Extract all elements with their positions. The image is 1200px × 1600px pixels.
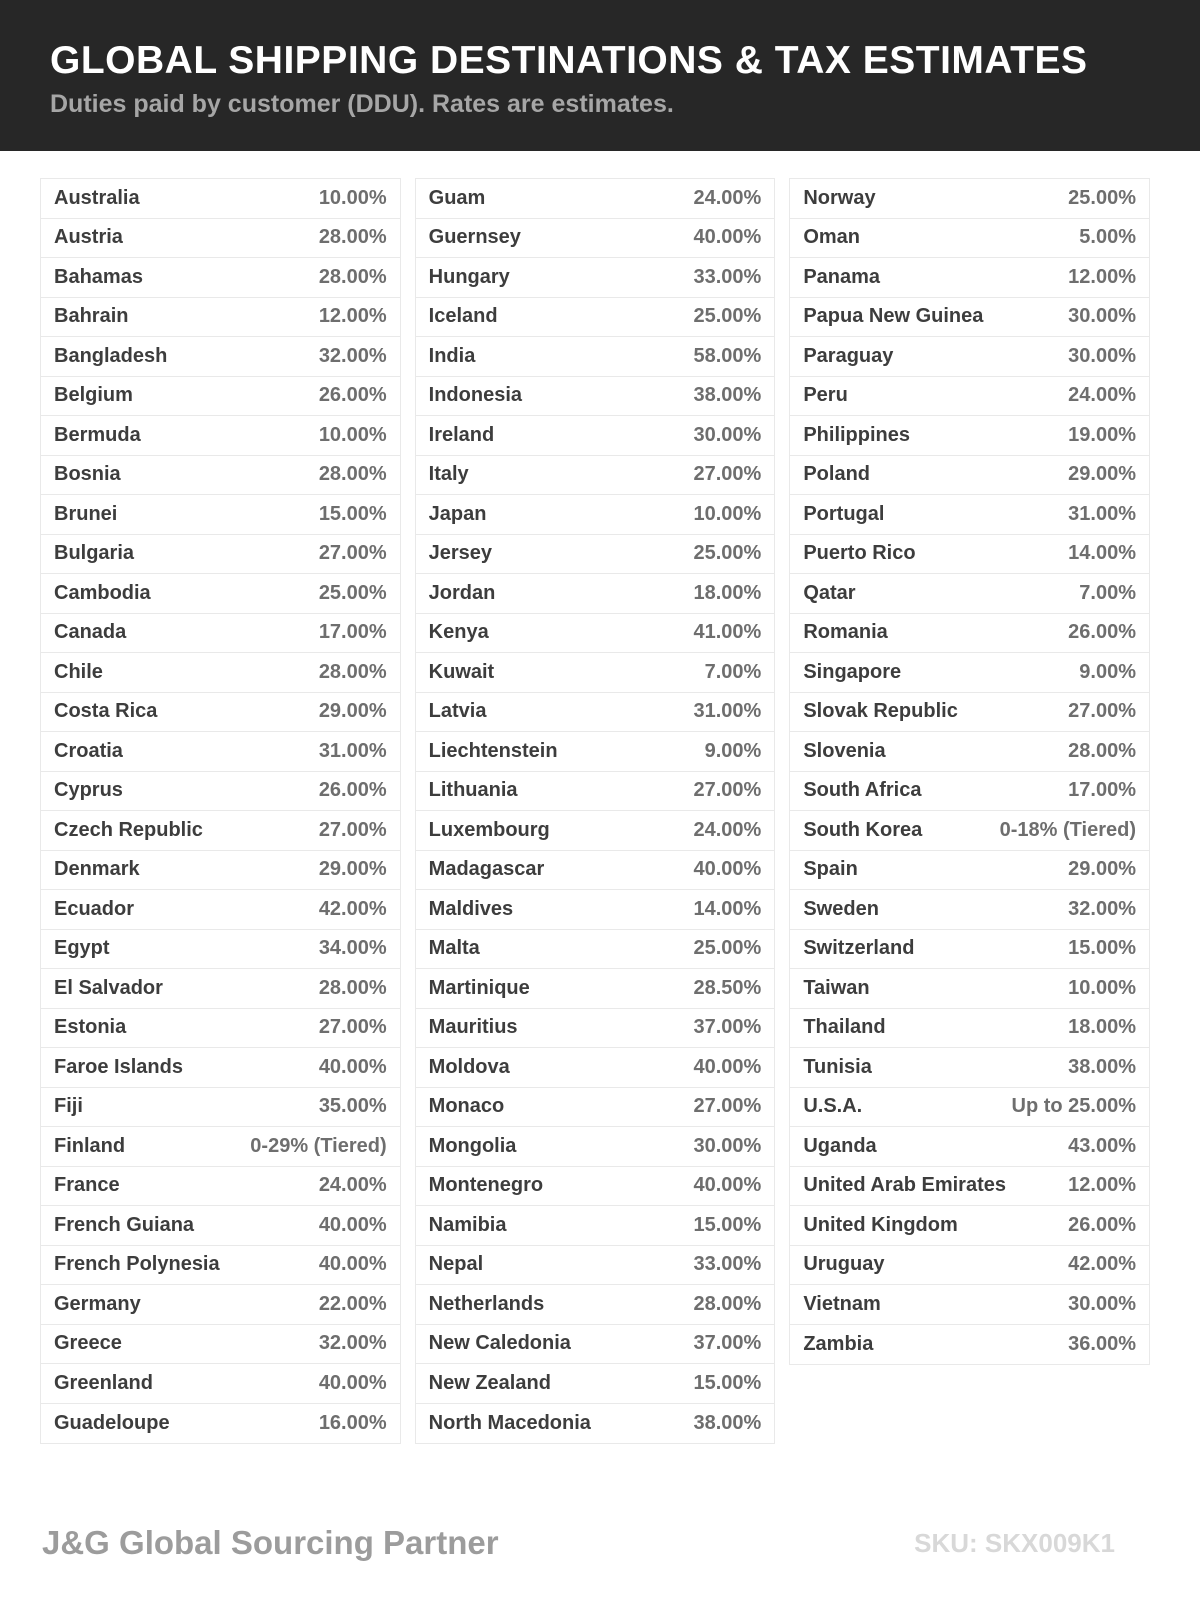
table-row [790, 890, 1149, 930]
table-row [416, 337, 775, 377]
country-label: Monaco [428, 1095, 505, 1118]
rate-value: 24.00% [693, 186, 762, 209]
tax-rate-table [40, 178, 1150, 1444]
table-row [41, 811, 400, 851]
table-row [41, 1048, 400, 1088]
country-label: Madagascar [428, 858, 545, 881]
country-label: Paraguay [803, 344, 894, 367]
table-row [790, 969, 1149, 1009]
country-label: Maldives [428, 897, 514, 920]
country-label: Finland [54, 1134, 126, 1157]
rate-value: 15.00% [318, 502, 387, 525]
rate-value: 25.00% [1068, 186, 1136, 209]
table-row [416, 179, 775, 219]
rate-value: 29.00% [318, 858, 387, 881]
table-row [790, 219, 1149, 259]
rate-value: 17.00% [1068, 779, 1136, 802]
table-row [416, 1404, 775, 1444]
table-row [41, 930, 400, 970]
rate-value: 28.00% [318, 976, 387, 999]
table-row [416, 653, 775, 693]
table-column-3 [789, 178, 1150, 1365]
country-label: Nepal [428, 1253, 484, 1276]
rate-value: 37.00% [693, 1332, 762, 1355]
table-row [41, 1364, 400, 1404]
country-label: Greenland [54, 1371, 153, 1394]
country-label: Norway [803, 186, 876, 209]
table-row [41, 298, 400, 338]
country-label: Montenegro [428, 1174, 544, 1197]
country-label: Slovak Republic [803, 700, 958, 723]
rate-value: 27.00% [693, 779, 762, 802]
country-label: Panama [803, 265, 881, 288]
rate-value: 12.00% [318, 305, 387, 328]
rate-value: 31.00% [318, 739, 387, 762]
country-label: Ireland [428, 423, 495, 446]
country-label: South Korea [803, 818, 923, 841]
table-row [41, 732, 400, 772]
brand-label: J&G Global Sourcing Partner [42, 1524, 499, 1561]
table-row [41, 1404, 400, 1444]
country-label: Portugal [803, 502, 885, 525]
rate-value: 38.00% [1068, 1055, 1136, 1078]
table-row [41, 456, 400, 496]
country-label: Denmark [54, 858, 140, 881]
rate-value: 10.00% [318, 186, 387, 209]
table-row [790, 772, 1149, 812]
rate-value: 27.00% [318, 818, 387, 841]
country-label: Latvia [428, 700, 487, 723]
country-label: Zambia [803, 1332, 874, 1355]
rate-value: 7.00% [704, 660, 762, 683]
rate-value: 10.00% [318, 423, 387, 446]
rate-value: 38.00% [693, 384, 762, 407]
rate-value: 28.00% [318, 463, 387, 486]
rate-value: 18.00% [693, 581, 762, 604]
table-row [416, 298, 775, 338]
rate-value: 26.00% [1068, 1213, 1136, 1236]
country-label: Ecuador [54, 897, 135, 920]
country-label: U.S.A. [803, 1095, 863, 1118]
rate-value: 36.00% [1068, 1332, 1136, 1355]
rate-value: 24.00% [1068, 384, 1136, 407]
rate-value: 27.00% [1068, 700, 1136, 723]
country-label: Germany [54, 1292, 141, 1315]
table-row [41, 653, 400, 693]
table-row [416, 377, 775, 417]
country-label: Uruguay [803, 1253, 885, 1276]
table-row [41, 1246, 400, 1286]
rate-value: 25.00% [318, 581, 387, 604]
table-row [790, 179, 1149, 219]
rate-value: 41.00% [693, 621, 762, 644]
table-row [416, 1088, 775, 1128]
table-row [416, 1364, 775, 1404]
country-label: Uganda [803, 1134, 877, 1157]
country-label: Belgium [54, 384, 133, 407]
rate-value: 40.00% [318, 1371, 387, 1394]
country-label: Croatia [54, 739, 123, 762]
table-row [790, 456, 1149, 496]
rate-value: 25.00% [693, 305, 762, 328]
table-row [41, 574, 400, 614]
country-label: El Salvador [54, 976, 163, 999]
rate-value: 29.00% [318, 700, 387, 723]
country-label: Oman [803, 226, 861, 249]
table-row [416, 535, 775, 575]
table-column-2 [415, 178, 776, 1444]
table-row [416, 890, 775, 930]
rate-value: 32.00% [1068, 897, 1136, 920]
table-row [416, 811, 775, 851]
rate-value: 27.00% [318, 542, 387, 565]
rate-value: 0-29% (Tiered) [250, 1134, 387, 1157]
table-row [41, 1009, 400, 1049]
rate-value: 40.00% [318, 1055, 387, 1078]
country-label: Bahrain [54, 305, 129, 328]
country-label: Bangladesh [54, 344, 168, 367]
page-title: GLOBAL SHIPPING DESTINATIONS & TAX ESTIMATES [50, 39, 1088, 82]
rate-value: 15.00% [1068, 937, 1136, 960]
country-label: France [54, 1174, 120, 1197]
rate-value: 31.00% [1068, 502, 1136, 525]
rate-value: 10.00% [1068, 976, 1136, 999]
rate-value: 5.00% [1079, 226, 1136, 249]
country-label: Estonia [54, 1016, 127, 1039]
rate-value: 30.00% [1068, 344, 1136, 367]
country-label: Luxembourg [428, 818, 550, 841]
table-row [416, 851, 775, 891]
table-row [41, 377, 400, 417]
rate-value: 33.00% [693, 1253, 762, 1276]
table-row [416, 258, 775, 298]
country-label: Kuwait [428, 660, 495, 683]
rate-value: 38.00% [693, 1411, 762, 1434]
rate-value: 12.00% [1068, 1174, 1136, 1197]
page-subtitle: Duties paid by customer (DDU). Rates are estimates. [50, 89, 674, 118]
country-label: Czech Republic [54, 818, 203, 841]
country-label: Canada [54, 621, 127, 644]
country-label: Egypt [54, 937, 110, 960]
country-label: Costa Rica [54, 700, 158, 723]
table-row [416, 1285, 775, 1325]
country-label: United Kingdom [803, 1213, 958, 1236]
table-row [790, 811, 1149, 851]
rate-value: Up to 25.00% [1011, 1095, 1136, 1118]
country-label: Bulgaria [54, 542, 135, 565]
table-row [416, 732, 775, 772]
country-label: Martinique [428, 976, 530, 999]
country-label: Slovenia [803, 739, 886, 762]
table-row [41, 890, 400, 930]
rate-value: 27.00% [693, 1095, 762, 1118]
table-row [416, 574, 775, 614]
country-label: Peru [803, 384, 848, 407]
country-label: Lithuania [428, 779, 518, 802]
country-label: Hungary [428, 265, 510, 288]
rate-value: 40.00% [693, 1055, 762, 1078]
country-label: Cambodia [54, 581, 151, 604]
country-label: Romania [803, 621, 888, 644]
table-row [416, 1048, 775, 1088]
country-label: Tunisia [803, 1055, 872, 1078]
rate-value: 40.00% [693, 1174, 762, 1197]
country-label: United Arab Emirates [803, 1174, 1006, 1197]
table-row [790, 1009, 1149, 1049]
country-label: Singapore [803, 660, 902, 683]
country-label: New Zealand [428, 1371, 551, 1394]
country-label: Kenya [428, 621, 489, 644]
rate-value: 31.00% [693, 700, 762, 723]
table-row [790, 298, 1149, 338]
country-label: Bermuda [54, 423, 141, 446]
rate-value: 9.00% [1079, 660, 1136, 683]
country-label: Chile [54, 660, 103, 683]
rate-value: 26.00% [318, 779, 387, 802]
table-row [41, 535, 400, 575]
rate-value: 58.00% [693, 344, 762, 367]
rate-value: 43.00% [1068, 1134, 1136, 1157]
rate-value: 10.00% [693, 502, 762, 525]
country-label: Brunei [54, 502, 118, 525]
rate-value: 35.00% [318, 1095, 387, 1118]
rate-value: 18.00% [1068, 1016, 1136, 1039]
rate-value: 19.00% [1068, 423, 1136, 446]
rate-value: 33.00% [693, 265, 762, 288]
table-row [416, 693, 775, 733]
rate-value: 25.00% [693, 937, 762, 960]
country-label: Puerto Rico [803, 542, 916, 565]
country-label: Jordan [428, 581, 496, 604]
table-row [790, 1048, 1149, 1088]
table-row [41, 1167, 400, 1207]
country-label: Malta [428, 937, 480, 960]
country-label: Indonesia [428, 384, 523, 407]
table-row [790, 1285, 1149, 1325]
rate-value: 24.00% [318, 1174, 387, 1197]
country-label: Italy [428, 463, 469, 486]
rate-value: 14.00% [1068, 542, 1136, 565]
table-row [416, 219, 775, 259]
table-row [416, 969, 775, 1009]
table-row [790, 574, 1149, 614]
rate-value: 7.00% [1079, 581, 1136, 604]
table-row [790, 416, 1149, 456]
country-label: French Polynesia [54, 1253, 220, 1276]
table-row [790, 535, 1149, 575]
rate-value: 22.00% [318, 1292, 387, 1315]
rate-value: 9.00% [704, 739, 762, 762]
table-row [416, 614, 775, 654]
country-label: Mongolia [428, 1134, 517, 1157]
country-label: Iceland [428, 305, 498, 328]
table-row [790, 1167, 1149, 1207]
table-row [41, 1088, 400, 1128]
country-label: Thailand [803, 1016, 886, 1039]
country-label: Guernsey [428, 226, 521, 249]
rate-value: 27.00% [693, 463, 762, 486]
table-row [416, 1325, 775, 1365]
rate-value: 34.00% [318, 937, 387, 960]
table-row [790, 337, 1149, 377]
rate-value: 40.00% [693, 858, 762, 881]
country-label: Qatar [803, 581, 856, 604]
country-label: Bahamas [54, 265, 143, 288]
country-label: Fiji [54, 1095, 83, 1118]
table-row [790, 1246, 1149, 1286]
country-label: Australia [54, 186, 140, 209]
country-label: Greece [54, 1332, 122, 1355]
country-label: Austria [54, 226, 123, 249]
rate-value: 15.00% [693, 1371, 762, 1394]
table-row [41, 969, 400, 1009]
country-label: Cyprus [54, 779, 123, 802]
table-row [790, 258, 1149, 298]
table-row [416, 930, 775, 970]
rate-value: 42.00% [1068, 1253, 1136, 1276]
country-label: Papua New Guinea [803, 305, 984, 328]
sku-label: SKU: SKX009K1 [914, 1527, 1115, 1558]
rate-value: 42.00% [318, 897, 387, 920]
rate-value: 32.00% [318, 344, 387, 367]
rate-value: 16.00% [318, 1411, 387, 1434]
table-row [41, 851, 400, 891]
table-row [41, 1127, 400, 1167]
table-row [790, 614, 1149, 654]
table-row [790, 851, 1149, 891]
rate-value: 15.00% [693, 1213, 762, 1236]
table-row [790, 1127, 1149, 1167]
rate-value: 30.00% [693, 423, 762, 446]
rate-value: 14.00% [693, 897, 762, 920]
country-label: Sweden [803, 897, 879, 920]
table-row [41, 614, 400, 654]
country-label: India [428, 344, 476, 367]
table-row [41, 693, 400, 733]
rate-value: 28.00% [318, 265, 387, 288]
country-label: Japan [428, 502, 487, 525]
country-label: Liechtenstein [428, 739, 558, 762]
table-row [790, 495, 1149, 535]
country-label: North Macedonia [428, 1411, 591, 1434]
table-row [790, 377, 1149, 417]
table-row [790, 1325, 1149, 1365]
country-label: Faroe Islands [54, 1055, 183, 1078]
country-label: South Africa [803, 779, 922, 802]
rate-value: 32.00% [318, 1332, 387, 1355]
table-row [41, 1206, 400, 1246]
table-row [790, 732, 1149, 772]
country-label: Jersey [428, 542, 493, 565]
rate-value: 12.00% [1068, 265, 1136, 288]
table-row [416, 495, 775, 535]
country-label: Switzerland [803, 937, 915, 960]
rate-value: 30.00% [1068, 1292, 1136, 1315]
table-row [41, 416, 400, 456]
table-row [41, 337, 400, 377]
table-row [416, 1167, 775, 1207]
table-column-1 [40, 178, 401, 1444]
country-label: Mauritius [428, 1016, 518, 1039]
rate-value: 30.00% [1068, 305, 1136, 328]
page-header [0, 0, 1200, 151]
rate-value: 40.00% [318, 1253, 387, 1276]
table-row [790, 1206, 1149, 1246]
rate-value: 17.00% [318, 621, 387, 644]
rate-value: 25.00% [693, 542, 762, 565]
country-label: Namibia [428, 1213, 507, 1236]
rate-value: 27.00% [318, 1016, 387, 1039]
rate-value: 24.00% [693, 818, 762, 841]
rate-value: 29.00% [1068, 858, 1136, 881]
country-label: Moldova [428, 1055, 510, 1078]
table-row [416, 1127, 775, 1167]
country-label: Guam [428, 186, 486, 209]
table-row [790, 1088, 1149, 1128]
country-label: Guadeloupe [54, 1411, 170, 1434]
country-label: Vietnam [803, 1292, 881, 1315]
table-row [41, 219, 400, 259]
table-row [416, 1206, 775, 1246]
table-row [416, 456, 775, 496]
table-row [41, 495, 400, 535]
table-row [416, 1246, 775, 1286]
table-row [416, 772, 775, 812]
table-row [41, 258, 400, 298]
rate-value: 37.00% [693, 1016, 762, 1039]
table-row [790, 930, 1149, 970]
rate-value: 40.00% [318, 1213, 387, 1236]
rate-value: 40.00% [693, 226, 762, 249]
country-label: Philippines [803, 423, 911, 446]
table-row [790, 653, 1149, 693]
rate-value: 28.00% [318, 660, 387, 683]
rate-value: 28.00% [693, 1292, 762, 1315]
table-row [41, 772, 400, 812]
table-row [41, 1325, 400, 1365]
rate-value: 28.50% [693, 976, 762, 999]
country-label: French Guiana [54, 1213, 195, 1236]
table-row [416, 1009, 775, 1049]
table-row [790, 693, 1149, 733]
rate-value: 28.00% [1068, 739, 1136, 762]
country-label: Spain [803, 858, 858, 881]
rate-value: 28.00% [318, 226, 387, 249]
rate-value: 29.00% [1068, 463, 1136, 486]
page-footer [42, 1524, 1115, 1562]
table-row [41, 179, 400, 219]
table-row [41, 1285, 400, 1325]
rate-value: 26.00% [318, 384, 387, 407]
rate-value: 30.00% [693, 1134, 762, 1157]
country-label: New Caledonia [428, 1332, 571, 1355]
country-label: Bosnia [54, 463, 121, 486]
rate-value: 0-18% (Tiered) [999, 818, 1136, 841]
country-label: Poland [803, 463, 870, 486]
country-label: Taiwan [803, 976, 870, 999]
rate-value: 26.00% [1068, 621, 1136, 644]
country-label: Netherlands [428, 1292, 545, 1315]
table-row [416, 416, 775, 456]
